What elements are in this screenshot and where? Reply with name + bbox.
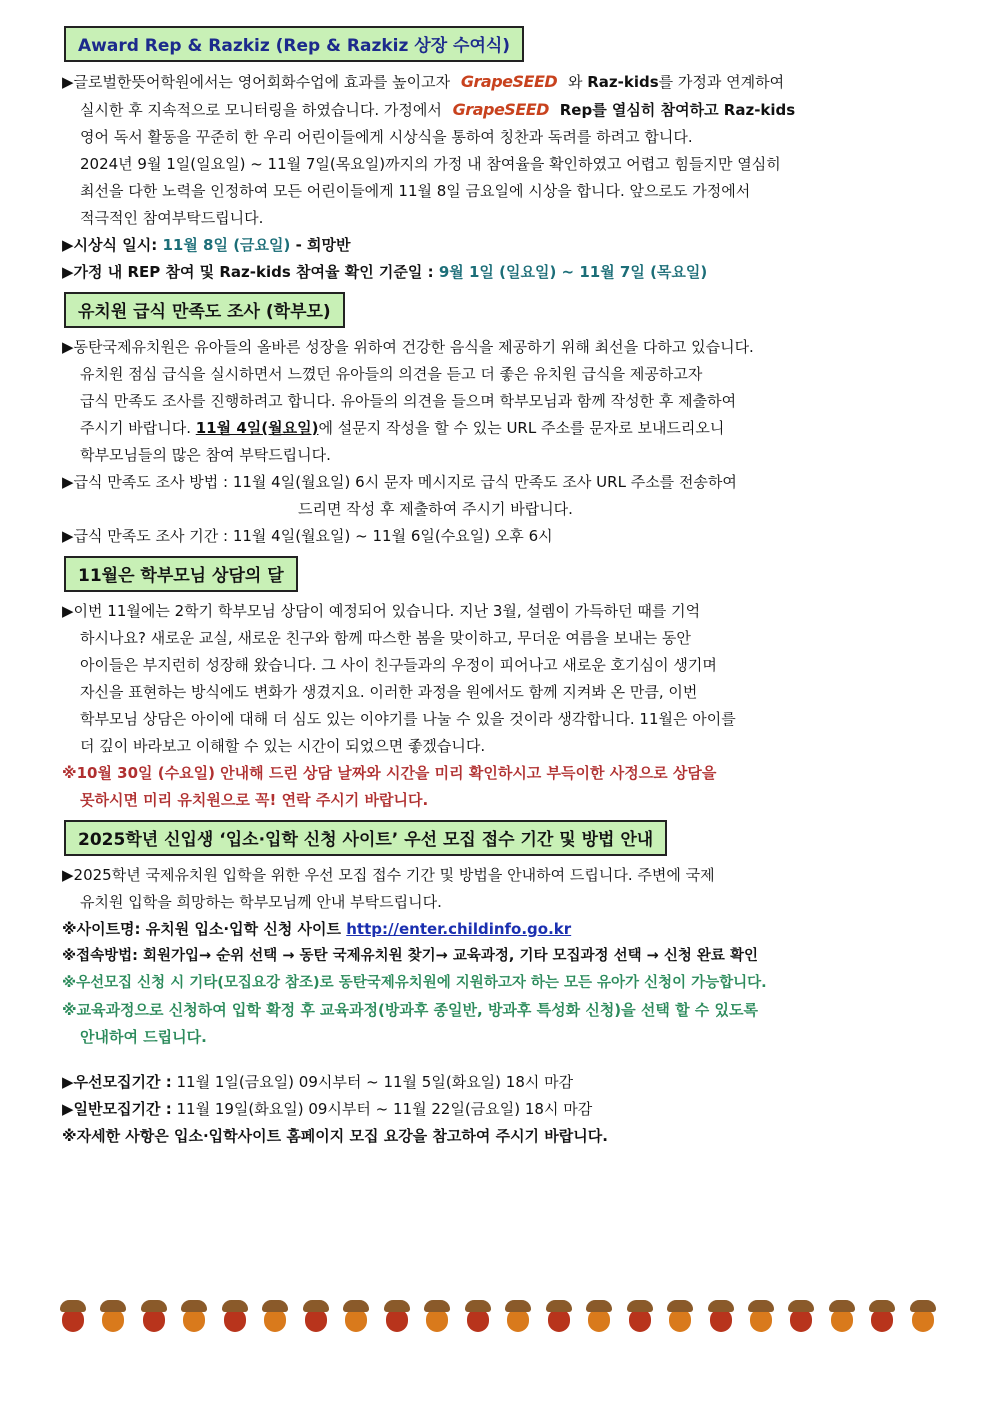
acorn-icon	[98, 1300, 128, 1334]
acorn-icon	[463, 1300, 493, 1334]
admission-site: ※사이트명: 유치원 입소·입학 신청 사이트 http://enter.childinfo.go.kr	[62, 920, 572, 938]
admission-note: ※우선모집 신청 시 기타(모집요강 참조)로 동탄국제유치원에 지원하고자 하는 모든 유아가 신청이 가능합니다.	[62, 975, 767, 991]
acorn-icon	[584, 1300, 614, 1334]
admission-final-note: ※자세한 사항은 입소·입학사이트 홈페이지 모집 요강을 참고하여 주시기 바랍니다.	[62, 1127, 608, 1145]
award-paragraph-line: 최선을 다한 노력을 인정하여 모든 어린이들에게 11월 8일 금요일에 시상을 합니다. 앞으로도 가정에서	[80, 182, 751, 200]
acorn-icon	[503, 1300, 533, 1334]
award-section	[62, 26, 934, 286]
consultation-paragraph-line: 학부모님 상담은 아이에 대해 더 심도 있는 이야기를 나눌 수 있을 것이라 생각합니다. 11월은 아이를	[80, 710, 736, 728]
consultation-paragraph-line: 자신을 표현하는 방식에도 변화가 생겼지요. 이러한 과정을 원에서도 함께 지켜봐 온 만큼, 이번	[80, 683, 698, 701]
acorn-icon	[746, 1300, 776, 1334]
acorn-icon	[625, 1300, 655, 1334]
priority-period: ▶우선모집기간 : 11월 1일(금요일) 09시부터 ~ 11월 5일(화요일) 18시 마감	[62, 1073, 574, 1091]
admission-access-method: ※접속방법: 회원가입→ 순위 선택 → 동탄 국제유치원 찾기→ 교육과정, 기타 모집과정 선택 → 신청 완료 확인	[62, 948, 758, 964]
admission-title: 2025학년 신입생 ‘입소·입학 신청 사이트’ 우선 모집 접수 기간 및 방법 안내	[64, 820, 667, 856]
consultation-title: 11월은 학부모님 상담의 달	[64, 556, 298, 592]
acorn-border	[58, 1300, 938, 1340]
acorn-icon	[382, 1300, 412, 1334]
admission-site-link[interactable]: http://enter.childinfo.go.kr	[346, 920, 572, 938]
consultation-paragraph-line: 아이들은 부지런히 성장해 왔습니다. 그 사이 친구들과의 우정이 피어나고 새로운 호기심이 생기며	[80, 656, 717, 674]
award-check-period: ▶가정 내 REP 참여 및 Raz-kids 참여율 확인 기준일 : 9월 1일 (일요일) ~ 11월 7일 (목요일)	[62, 263, 708, 281]
consultation-notice-cont: 못하시면 미리 유치원으로 꼭! 연락 주시기 바랍니다.	[80, 791, 429, 809]
meal-paragraph-line: 학부모님들의 많은 참여 부탁드립니다.	[80, 446, 331, 464]
consultation-paragraph-line: ▶이번 11월에는 2학기 학부모님 상담이 예정되어 있습니다. 지난 3월, 설렘이 가득하던 때를 기억	[62, 602, 701, 620]
meal-survey-method: ▶급식 만족도 조사 방법 : 11월 4일(월요일) 6시 문자 메시지로 급식 만족도 조사 URL 주소를 전송하여	[62, 473, 737, 491]
acorn-icon	[867, 1300, 897, 1334]
meal-paragraph-line: 급식 만족도 조사를 진행하려고 합니다. 유아들의 의견을 들으며 학부모님과 함께 작성한 후 제출하여	[80, 392, 737, 410]
newsletter-page	[62, 26, 934, 1156]
admission-note: ※교육과정으로 신청하여 입학 확정 후 교육과정(방과후 종일반, 방과후 특성화 신청)을 선택 할 수 있도록	[62, 1001, 758, 1019]
consultation-paragraph-line: 하시나요? 새로운 교실, 새로운 친구와 함께 따스한 봄을 맞이하고, 무더운 여름을 보내는 동안	[80, 629, 691, 647]
acorn-icon	[139, 1300, 169, 1334]
meal-paragraph-line: ▶동탄국제유치원은 유아들의 올바른 성장을 위하여 건강한 음식을 제공하기 위해 최선을 다하고 있습니다.	[62, 338, 754, 356]
award-ceremony-date: ▶시상식 일시: 11월 8일 (금요일) - 희망반	[62, 236, 351, 254]
meal-paragraph-line: 주시기 바랍니다. 11월 4일(월요일)에 설문지 작성을 할 수 있는 URL 주소를 문자로 보내드리오니	[80, 419, 725, 437]
admission-paragraph-line: ▶2025학년 국제유치원 입학을 위한 우선 모집 접수 기간 및 방법을 안내하여 드립니다. 주변에 국제	[62, 866, 715, 884]
award-paragraph-line: 실시한 후 지속적으로 모니터링을 하였습니다. 가정에서 GrapeSEED Rep를 열심히 참여하고 Raz-kids	[62, 96, 934, 124]
acorn-icon	[827, 1300, 857, 1334]
acorn-icon	[341, 1300, 371, 1334]
award-section-title: Award Rep & Razkiz (Rep & Razkiz 상장 수여식)	[64, 26, 524, 62]
acorn-icon	[301, 1300, 331, 1334]
meal-paragraph-line: 유치원 점심 급식을 실시하면서 느꼈던 유아들의 의견을 듣고 더 좋은 유치원 급식을 제공하고자	[80, 365, 703, 383]
acorn-icon	[665, 1300, 695, 1334]
award-paragraph-line: 2024년 9월 1일(일요일) ~ 11월 7일(목요일)까지의 가정 내 참여율을 확인하였고 어렵고 힘들지만 열심히	[80, 155, 781, 173]
acorn-icon	[220, 1300, 250, 1334]
admission-section	[62, 820, 934, 1150]
consultation-paragraph-line: 더 깊이 바라보고 이해할 수 있는 시간이 되었으면 좋겠습니다.	[80, 737, 486, 755]
acorn-icon	[908, 1300, 938, 1334]
grapeseed-logo: GrapeSEED	[460, 72, 558, 91]
acorn-icon	[179, 1300, 209, 1334]
admission-note-cont: 안내하여 드립니다.	[80, 1028, 207, 1046]
consultation-notice: ※10월 30일 (수요일) 안내해 드린 상담 날짜와 시간을 미리 확인하시고 부득이한 사정으로 상담을	[62, 764, 717, 782]
admission-paragraph-line: 유치원 입학을 희망하는 학부모님께 안내 부탁드립니다.	[80, 893, 442, 911]
award-paragraph-line: 영어 독서 활동을 꾸준히 한 우리 어린이들에게 시상식을 통하여 칭찬과 독려를 하려고 합니다.	[80, 128, 693, 146]
acorn-icon	[58, 1300, 88, 1334]
award-paragraph-line: ▶글로벌한뜻어학원에서는 영어회화수업에 효과를 높이고자 GrapeSEED 와 Raz-kids를 가정과 연계하여	[62, 68, 934, 96]
meal-survey-title: 유치원 급식 만족도 조사 (학부모)	[64, 292, 345, 328]
acorn-icon	[786, 1300, 816, 1334]
meal-survey-section	[62, 292, 934, 550]
acorn-icon	[544, 1300, 574, 1334]
meal-survey-period: ▶급식 만족도 조사 기간 : 11월 4일(월요일) ~ 11월 6일(수요일) 오후 6시	[62, 527, 553, 545]
acorn-icon	[422, 1300, 452, 1334]
general-period: ▶일반모집기간 : 11월 19일(화요일) 09시부터 ~ 11월 22일(금요일) 18시 마감	[62, 1100, 593, 1118]
acorn-icon	[260, 1300, 290, 1334]
acorn-icon	[706, 1300, 736, 1334]
grapeseed-logo: GrapeSEED	[452, 100, 549, 119]
meal-survey-method-cont: 드리면 작성 후 제출하여 주시기 바랍니다.	[298, 500, 573, 518]
award-paragraph-line: 적극적인 참여부탁드립니다.	[80, 209, 264, 227]
consultation-section	[62, 556, 934, 814]
